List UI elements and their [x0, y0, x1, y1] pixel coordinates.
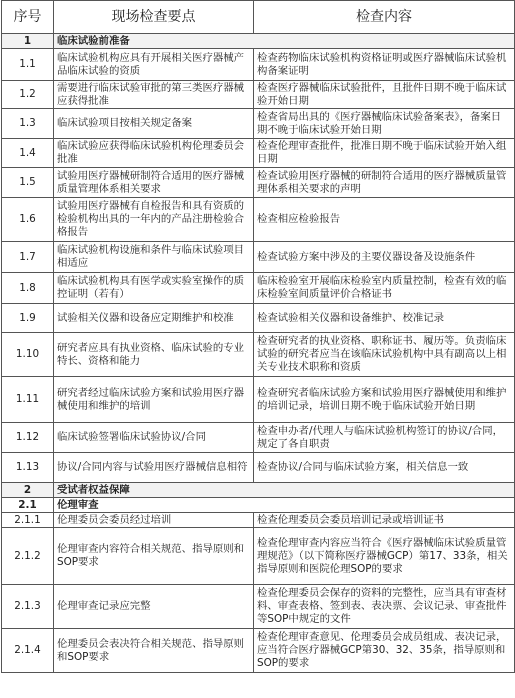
row-item: 需要进行临床试验审批的第三类医疗器械应获得批准 — [54, 81, 254, 109]
row-no: 2.1.2 — [2, 528, 54, 585]
row-no: 1.9 — [2, 304, 54, 333]
row-no: 2.1.4 — [2, 629, 54, 673]
row-no: 1.7 — [2, 242, 54, 273]
header-content: 检查内容 — [254, 1, 515, 34]
row-item: 伦理审查记录应完整 — [54, 585, 254, 629]
table-row — [2, 81, 515, 109]
table-row — [2, 513, 515, 528]
section-no: 1 — [2, 34, 54, 49]
row-item: 研究者应具有执业资格、临床试验的专业特长、资格和能力 — [54, 333, 254, 377]
row-content: 检查试验相关仪器和设备维护、校准记录 — [254, 304, 515, 333]
table-row — [2, 629, 515, 673]
table-row — [2, 585, 515, 629]
row-no: 1.10 — [2, 333, 54, 377]
table-row — [2, 273, 515, 304]
subsection-row — [2, 498, 515, 513]
table-row — [2, 453, 515, 483]
header-item: 现场检查要点 — [54, 1, 254, 34]
table-row — [2, 168, 515, 198]
row-no: 1.12 — [2, 423, 54, 453]
row-content: 检查试验方案中涉及的主要仪器设备及设施条件 — [254, 242, 515, 273]
subsection-title: 伦理审查 — [54, 498, 515, 513]
section-row — [2, 483, 515, 498]
row-item: 临床试验机构设施和条件与临床试验项目相适应 — [54, 242, 254, 273]
table-row — [2, 49, 515, 81]
row-no: 1.11 — [2, 377, 54, 423]
table-row — [2, 333, 515, 377]
subsection-no: 2.1 — [2, 498, 54, 513]
table-row — [2, 304, 515, 333]
row-item: 临床试验签署临床试验协议/合同 — [54, 423, 254, 453]
row-no: 2.1.1 — [2, 513, 54, 528]
row-no: 1.8 — [2, 273, 54, 304]
table-row — [2, 528, 515, 585]
section-title: 临床试验前准备 — [54, 34, 515, 49]
inspection-table — [1, 0, 515, 673]
row-content: 检查伦理委员会保存的资料的完整性，应当具有审查材料、审查表格、签到表、表决票、会议记录、审查批件等SOP中规定的文件 — [254, 585, 515, 629]
section-title: 受试者权益保障 — [54, 483, 515, 498]
table-row — [2, 109, 515, 139]
row-content: 检查药物临床试验机构资格证明或医疗器械临床试验机构备案证明 — [254, 49, 515, 81]
row-item: 临床试验项目按相关规定备案 — [54, 109, 254, 139]
row-content: 检查申办者/代理人与临床试验机构签订的协议/合同，规定了各自职责 — [254, 423, 515, 453]
row-item: 伦理委员会委员经过培训 — [54, 513, 254, 528]
section-no: 2 — [2, 483, 54, 498]
header-row — [2, 1, 515, 34]
row-item: 研究者经过临床试验方案和试验用医疗器械使用和维护的培训 — [54, 377, 254, 423]
row-item: 试验相关仪器和设备应定期维护和校准 — [54, 304, 254, 333]
row-content: 检查伦理审查批件，批准日期不晚于临床试验开始入组日期 — [254, 139, 515, 168]
row-content: 检查研究者的执业资格、职称证书、履历等。负责临床试验的研究者应当在该临床试验机构中具有副高以上相关专业技术职称和资质 — [254, 333, 515, 377]
row-content: 检查研究者临床试验方案和试验用医疗器械使用和维护的培训记录，培训日期不晚于临床试验开始日期 — [254, 377, 515, 423]
table-row — [2, 198, 515, 242]
header-no: 序号 — [2, 1, 54, 34]
row-item: 伦理审查内容符合相关规范、指导原则和SOP要求 — [54, 528, 254, 585]
row-content: 检查伦理审查意见、伦理委员会成员组成、表决记录，应当符合医疗器械GCP第30、32、35条，指导原则和SOP的要求 — [254, 629, 515, 673]
row-no: 1.2 — [2, 81, 54, 109]
row-item: 试验用医疗器械有自检报告和具有资质的检验机构出具的一年内的产品注册检验合格报告 — [54, 198, 254, 242]
table-row — [2, 139, 515, 168]
row-no: 1.4 — [2, 139, 54, 168]
row-item: 伦理委员会表决符合相关规范、指导原则和SOP要求 — [54, 629, 254, 673]
row-no: 1.13 — [2, 453, 54, 483]
row-item: 协议/合同内容与试验用医疗器械信息相符 — [54, 453, 254, 483]
row-content: 检查伦理审查内容应当符合《医疗器械临床试验质量管理规范》（以下简称医疗器械GCP）第17、33条，相关指导原则和医院伦理SOP的要求 — [254, 528, 515, 585]
table-row — [2, 377, 515, 423]
row-item: 试验用医疗器械研制符合适用的医疗器械质量管理体系相关要求 — [54, 168, 254, 198]
table-row — [2, 423, 515, 453]
row-content: 检查医疗器械临床试验批件，且批件日期不晚于临床试验开始日期 — [254, 81, 515, 109]
row-no: 1.6 — [2, 198, 54, 242]
row-no: 1.3 — [2, 109, 54, 139]
row-content: 检查协议/合同与临床试验方案，相关信息一致 — [254, 453, 515, 483]
row-item: 临床试验应获得临床试验机构伦理委员会批准 — [54, 139, 254, 168]
row-content: 检查省局出具的《医疗器械临床试验备案表》，备案日期不晚于临床试验开始日期 — [254, 109, 515, 139]
row-no: 2.1.3 — [2, 585, 54, 629]
row-item: 临床试验机构具有医学或实验室操作的质控证明（若有） — [54, 273, 254, 304]
row-item: 临床试验机构应具有开展相关医疗器械产品临床试验的资质 — [54, 49, 254, 81]
section-row — [2, 34, 515, 49]
row-content: 临床检验室开展临床检验室内质量控制，检查有效的临床检验室间质量评价合格证书 — [254, 273, 515, 304]
row-content: 检查相应检验报告 — [254, 198, 515, 242]
table-row — [2, 242, 515, 273]
row-no: 1.1 — [2, 49, 54, 81]
row-no: 1.5 — [2, 168, 54, 198]
row-content: 检查试验用医疗器械的研制符合适用的医疗器械质量管理体系相关要求的声明 — [254, 168, 515, 198]
row-content: 检查伦理委员会委员培训记录或培训证书 — [254, 513, 515, 528]
